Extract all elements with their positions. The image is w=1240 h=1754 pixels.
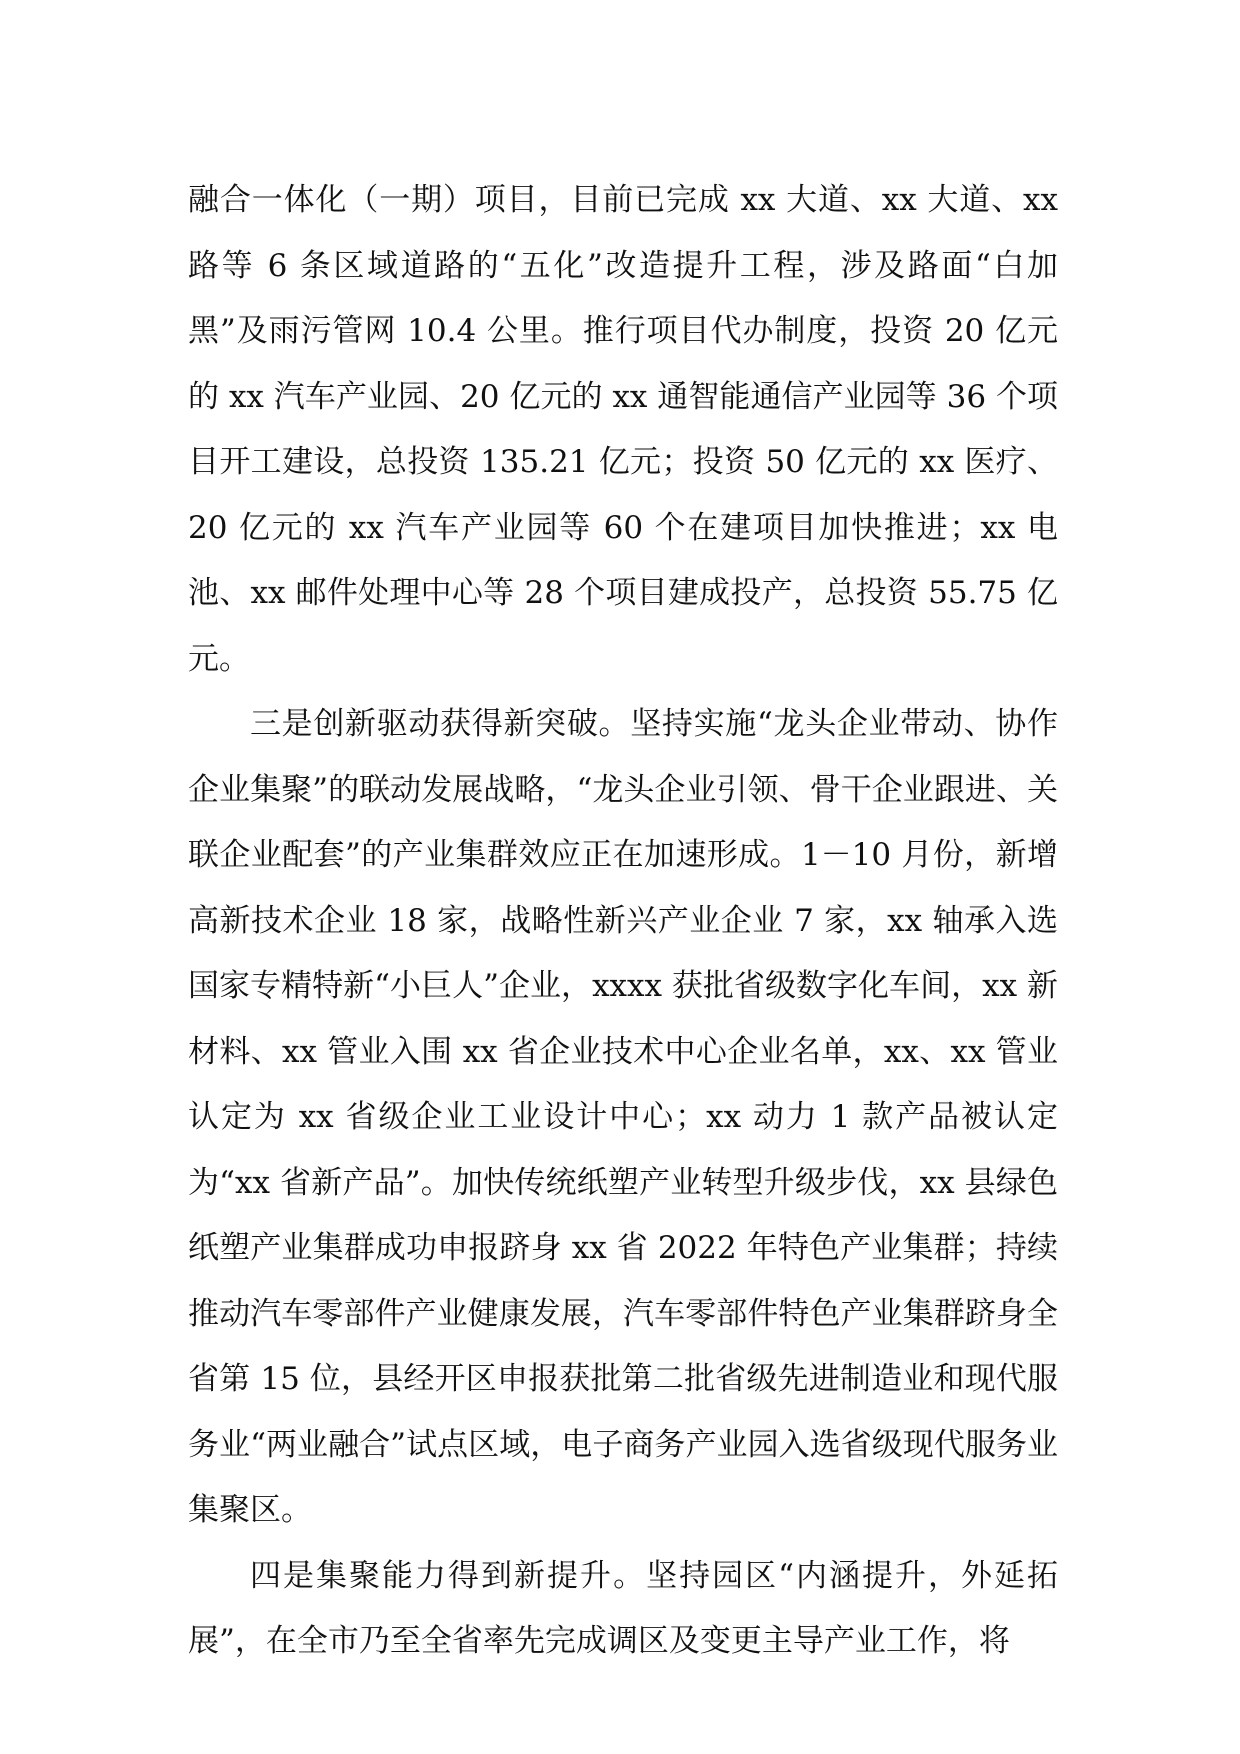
paragraph-innovation: 三是创新驱动获得新突破。坚持实施“龙头企业带动、协作企业集聚”的联动发展战略，“龙头企业引领、骨干企业跟进、关联企业配套”的产业集群效应正在加速形成。1－10 月份，新增高新技术企业 18 家，战略性新兴产业企业 7 家，xx 轴承入选国家专精特新“小巨人”企业，xxxx 获批省级数字化车间，xx 新材料、xx 管业入围 xx 省企业技术中心企业名单，xx、xx 管业认定为 xx 省级企业工业设计中心；xx 动力 1 款产品被认定为“xx 省新产品”。加快传统纸塑产业转型升级步伐，xx 县绿色纸塑产业集群成功申报跻身 xx 省 2022 年特色产业集群；持续推动汽车零部件产业健康发展，汽车零部件特色产业集群跻身全省第 15 位，县经开区申报获批第二批省级先进制造业和现代服务业“两业融合”试点区域，电子商务产业园入选省级现代服务业集聚区。 [188,706,1058,1528]
document-body [188,168,1058,1675]
paragraph-agglomeration: 四是集聚能力得到新提升。坚持园区“内涵提升，外延拓展”，在全市乃至全省率先完成调区及变更主导产业工作，将 [188,1557,1058,1659]
paragraph-project-progress: 融合一体化（一期）项目，目前已完成 xx 大道、xx 大道、xx 路等 6 条区域道路的“五化”改造提升工程，涉及路面“白加黑”及雨污管网 10.4 公里。推行项目代办制度，投资 20 亿元的 xx 汽车产业园、20 亿元的 xx 通智能通信产业园等 36 个项目开工建设，总投资 135.21 亿元；投资 50 亿元的 xx 医疗、20 亿元的 xx 汽车产业园等 60 个在建项目加快推进；xx 电池、xx 邮件处理中心等 28 个项目建成投产，总投资 55.75 亿元。 [188,182,1058,677]
